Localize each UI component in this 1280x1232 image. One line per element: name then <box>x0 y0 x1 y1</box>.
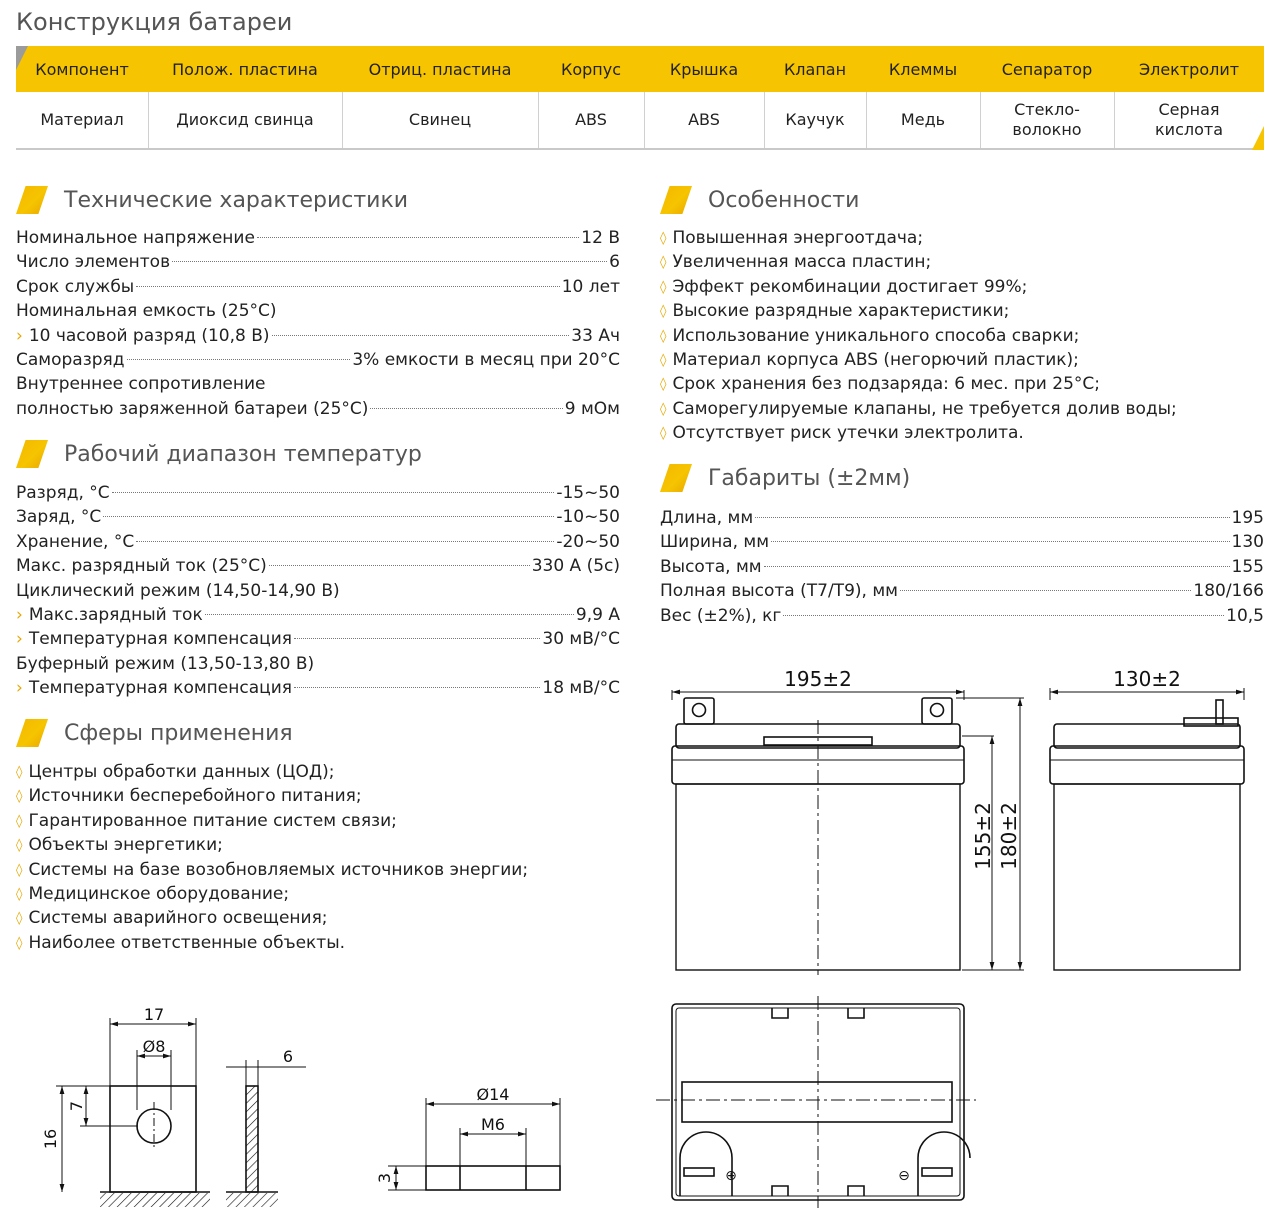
value-cell-lid: ABS <box>688 110 720 129</box>
diamond-bullet-icon: ◊ <box>660 377 667 393</box>
minus-icon: ⊖ <box>898 1168 910 1184</box>
section-title: Габариты (±2мм) <box>708 465 911 491</box>
spec-row: › 10 часовой разряд (10,8 В) 33 Ач <box>16 324 620 348</box>
spec-row: Буферный режим (13,50-13,80 В) <box>16 653 315 674</box>
list-item: ◊ Высокие разрядные характеристики; <box>660 301 1010 322</box>
section-title: Сферы применения <box>64 720 293 746</box>
list-item: ◊ Источники бесперебойного питания; <box>16 786 362 807</box>
thickness-label: 6 <box>282 1047 294 1066</box>
hole-diameter-label: Ø8 <box>142 1037 166 1056</box>
header-cell-lid: Крышка <box>669 59 739 79</box>
thread-label: M6 <box>481 1115 505 1134</box>
spec-row: Саморазряд 3% емкости в месяц при 20°С <box>16 349 620 370</box>
diamond-bullet-icon: ◊ <box>660 426 667 442</box>
plus-icon: ⊕ <box>725 1168 737 1184</box>
diamond-bullet-icon: ◊ <box>660 352 667 368</box>
spec-row: Циклический режим (14,50-14,90 В) <box>16 580 340 601</box>
diamond-bullet-icon: ◊ <box>660 279 667 295</box>
diamond-bullet-icon: ◊ <box>16 935 23 951</box>
spec-row: › Температурная компенсация 30 мВ/°С <box>16 627 620 651</box>
spec-row: Полная высота (Т7/Т9), мм 180/166 <box>660 581 1264 602</box>
spec-row: Макс. разрядный ток (25°С) 330 А (5с) <box>16 556 620 577</box>
diamond-bullet-icon: ◊ <box>660 255 667 271</box>
diamond-bullet-icon: ◊ <box>16 813 23 829</box>
chevron-right-icon: › <box>16 325 23 346</box>
list-item: ◊ Повышенная энергоотдача; <box>660 228 924 248</box>
list-item: ◊ Наиболее ответственные объекты. <box>16 932 346 953</box>
bolt-diameter-label: Ø14 <box>476 1085 510 1104</box>
header-cell-separator: Сепаратор <box>1001 59 1093 79</box>
diamond-bullet-icon: ◊ <box>16 862 23 878</box>
spec-row: › Макс.зарядный ток 9,9 А <box>16 603 620 627</box>
list-item: ◊ Системы аварийного освещения; <box>16 908 328 929</box>
spec-row: Ширина, мм 130 <box>660 532 1264 553</box>
hole-offset-label: 7 <box>67 1100 86 1112</box>
chevron-right-icon: › <box>16 678 23 699</box>
diamond-bullet-icon: ◊ <box>660 328 667 344</box>
spec-row: › Температурная компенсация 18 мВ/°С <box>16 676 620 700</box>
diamond-bullet-icon: ◊ <box>16 789 23 805</box>
list-item: ◊ Системы на базе возобновляемых источников энергии; <box>16 859 529 880</box>
list-item: ◊ Отсутствует риск утечки электролита. <box>660 423 1024 444</box>
front-view-drawing <box>672 667 1024 975</box>
list-item: ◊ Гарантированное питание систем связи; <box>16 810 397 831</box>
spec-row: Вес (±2%), кг 10,5 <box>660 605 1264 626</box>
page-title: Конструкция батареи <box>16 8 293 36</box>
value-cell-separator: Стекло- волокно <box>1012 100 1082 139</box>
spec-row: Срок службы 10 лет <box>16 276 620 297</box>
section-title: Технические характеристики <box>64 187 409 213</box>
header-cell-electrolyte: Электролит <box>1138 59 1240 79</box>
terminal-detail-drawing <box>41 1005 306 1207</box>
header-cell-case: Корпус <box>560 59 622 79</box>
spec-row: Число элементов 6 <box>16 252 620 273</box>
diamond-bullet-icon: ◊ <box>660 304 667 320</box>
value-cell-terminals: Медь <box>900 110 946 129</box>
value-cell-electrolyte: Серная кислота <box>1155 100 1223 139</box>
value-cell-negative-plate: Свинец <box>408 110 472 129</box>
diamond-bullet-icon: ◊ <box>16 886 23 902</box>
front-width-label: 195±2 <box>784 667 852 691</box>
spec-row: Разряд, °С -15~50 <box>16 483 620 503</box>
value-cell-case: ABS <box>575 110 607 129</box>
list-item: ◊ Центры обработки данных (ЦОД); <box>16 762 335 782</box>
side-view-drawing <box>1050 667 1244 970</box>
top-view-drawing <box>656 996 976 1208</box>
list-item: ◊ Медицинское оборудование; <box>16 883 290 904</box>
section-title: Рабочий диапазон температур <box>64 441 422 467</box>
bolt-detail-drawing <box>375 1085 560 1190</box>
spec-row: Высота, мм 155 <box>660 556 1264 577</box>
list-item: ◊ Использование уникального способа сварки; <box>660 325 1080 346</box>
diamond-bullet-icon: ◊ <box>660 401 667 417</box>
list-item: ◊ Эффект рекомбинации достигает 99%; <box>660 276 1028 297</box>
diamond-bullet-icon: ◊ <box>16 911 23 927</box>
list-item: ◊ Срок хранения без подзаряда: 6 мес. при 25°С; <box>660 374 1100 395</box>
height-label: 155±2 <box>971 802 995 870</box>
full-height-label: 180±2 <box>997 802 1021 870</box>
spec-row: Номинальное напряжение 12 В <box>16 228 620 248</box>
terminal-width-label: 17 <box>143 1005 165 1024</box>
chevron-right-icon: › <box>16 629 23 650</box>
list-item: ◊ Саморегулируемые клапаны, не требуется долив воды; <box>660 398 1177 419</box>
diamond-bullet-icon: ◊ <box>16 765 23 780</box>
terminal-height-label: 16 <box>41 1128 60 1150</box>
diamond-bullet-icon: ◊ <box>660 231 667 246</box>
list-item: ◊ Объекты энергетики; <box>16 835 223 856</box>
spec-row: Номинальная емкость (25°С) <box>16 301 277 322</box>
spec-row: полностью заряженной батареи (25°С) 9 мОм <box>16 398 620 419</box>
value-cell-valve: Каучук <box>785 110 845 129</box>
header-cell-valve: Клапан <box>783 59 847 79</box>
spec-row: Длина, мм 195 <box>660 508 1264 528</box>
spec-row: Хранение, °С -20~50 <box>16 531 620 552</box>
side-width-label: 130±2 <box>1113 667 1181 691</box>
header-cell-component: Компонент <box>35 59 129 79</box>
header-cell-terminals: Клеммы <box>888 59 958 79</box>
spec-row: Внутреннее сопротивление <box>16 374 266 395</box>
value-cell-material: Материал <box>40 110 124 129</box>
bolt-height-label: 3 <box>375 1172 394 1184</box>
list-item: ◊ Увеличенная масса пластин; <box>660 252 932 273</box>
value-cell-positive-plate: Диоксид свинца <box>176 110 314 129</box>
list-item: ◊ Материал корпуса ABS (негорючий пластик); <box>660 349 1079 370</box>
spec-row: Заряд, °С -10~50 <box>16 507 620 528</box>
section-title: Особенности <box>708 187 860 213</box>
diamond-bullet-icon: ◊ <box>16 838 23 854</box>
header-cell-negative-plate: Отриц. пластина <box>368 59 512 79</box>
header-cell-positive-plate: Полож. пластина <box>172 59 318 79</box>
chevron-right-icon: › <box>16 604 23 625</box>
